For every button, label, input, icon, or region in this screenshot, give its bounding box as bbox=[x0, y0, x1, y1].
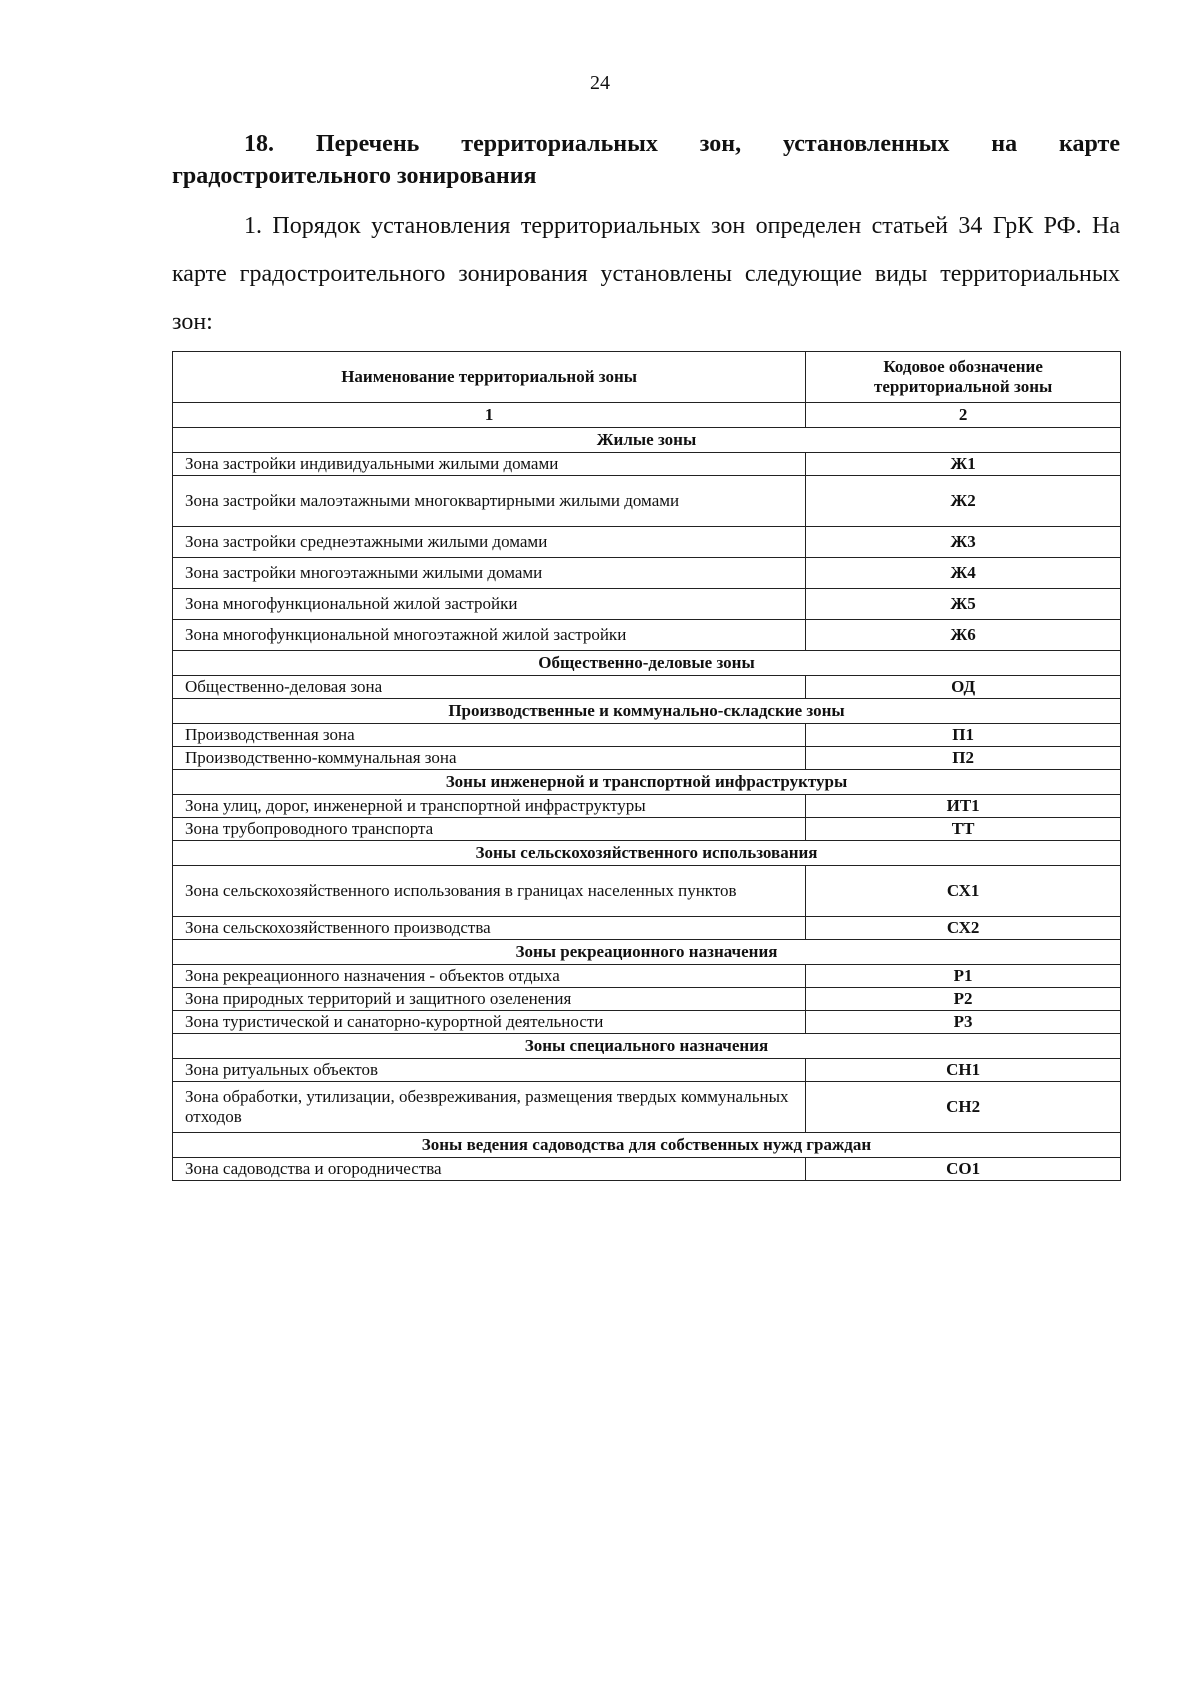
table-row bbox=[173, 1082, 1121, 1133]
group-title: Производственные и коммунально-складские зоны bbox=[173, 699, 1121, 724]
zone-name-cell: Зона сельскохозяйственного производства bbox=[173, 917, 806, 940]
zone-code-cell: СХ2 bbox=[806, 917, 1121, 940]
zone-code-cell: Р2 bbox=[806, 988, 1121, 1011]
group-title: Общественно-деловые зоны bbox=[173, 651, 1121, 676]
zone-name-cell: Зона застройки малоэтажными многоквартирными жилыми домами bbox=[173, 476, 806, 527]
table-group-row bbox=[173, 940, 1121, 965]
table-row bbox=[173, 917, 1121, 940]
zone-name-cell: Производственно-коммунальная зона bbox=[173, 747, 806, 770]
table-row bbox=[173, 558, 1121, 589]
zone-code-cell: Ж6 bbox=[806, 620, 1121, 651]
zone-name-cell: Зона садоводства и огородничества bbox=[173, 1158, 806, 1181]
zone-name-cell: Зона обработки, утилизации, обезвреживания, размещения твердых коммунальных отходов bbox=[173, 1082, 806, 1133]
table-row bbox=[173, 747, 1121, 770]
zone-name-cell: Зона ритуальных объектов bbox=[173, 1059, 806, 1082]
group-title: Зоны специального назначения bbox=[173, 1034, 1121, 1059]
zone-name-cell: Зона многофункциональной многоэтажной жилой застройки bbox=[173, 620, 806, 651]
table-row bbox=[173, 1011, 1121, 1034]
zone-code-cell: Ж2 bbox=[806, 476, 1121, 527]
zone-name-cell: Зона природных территорий и защитного озеленения bbox=[173, 988, 806, 1011]
zone-code-cell: Ж5 bbox=[806, 589, 1121, 620]
table-row bbox=[173, 988, 1121, 1011]
table-group-row bbox=[173, 428, 1121, 453]
zone-code-cell: Р3 bbox=[806, 1011, 1121, 1034]
zone-code-cell: ТТ bbox=[806, 818, 1121, 841]
table-row bbox=[173, 589, 1121, 620]
zone-name-cell: Зона застройки многоэтажными жилыми домами bbox=[173, 558, 806, 589]
table-row bbox=[173, 818, 1121, 841]
table-group-row bbox=[173, 1034, 1121, 1059]
table-row bbox=[173, 620, 1121, 651]
zone-name-cell: Общественно-деловая зона bbox=[173, 676, 806, 699]
column-number-row bbox=[173, 403, 1121, 428]
zone-name-cell: Зона рекреационного назначения - объектов отдыха bbox=[173, 965, 806, 988]
table-row bbox=[173, 1059, 1121, 1082]
zones-table bbox=[172, 351, 1121, 1181]
zone-code-cell: ИТ1 bbox=[806, 795, 1121, 818]
zone-name-cell: Зона многофункциональной жилой застройки bbox=[173, 589, 806, 620]
zone-code-cell: Ж1 bbox=[806, 453, 1121, 476]
group-title: Зоны сельскохозяйственного использования bbox=[173, 841, 1121, 866]
header-zone-code: Кодовое обозначение территориальной зоны bbox=[806, 352, 1121, 403]
group-title: Зоны рекреационного назначения bbox=[173, 940, 1121, 965]
zone-code-cell: П2 bbox=[806, 747, 1121, 770]
table-row bbox=[173, 866, 1121, 917]
zone-code-cell: СН2 bbox=[806, 1082, 1121, 1133]
table-group-row bbox=[173, 841, 1121, 866]
zone-name-cell: Зона туристической и санаторно-курортной деятельности bbox=[173, 1011, 806, 1034]
zone-code-cell: Ж4 bbox=[806, 558, 1121, 589]
group-title: Жилые зоны bbox=[173, 428, 1121, 453]
table-group-row bbox=[173, 1133, 1121, 1158]
zone-name-cell: Зона трубопроводного транспорта bbox=[173, 818, 806, 841]
zone-code-cell: СО1 bbox=[806, 1158, 1121, 1181]
zone-name-cell: Зона улиц, дорог, инженерной и транспортной инфраструктуры bbox=[173, 795, 806, 818]
zone-name-cell: Зона застройки индивидуальными жилыми домами bbox=[173, 453, 806, 476]
zones-table-body bbox=[173, 352, 1121, 1181]
zone-name-cell: Зона сельскохозяйственного использования в границах населенных пунктов bbox=[173, 866, 806, 917]
table-row bbox=[173, 724, 1121, 747]
table-row bbox=[173, 453, 1121, 476]
header-zone-name: Наименование территориальной зоны bbox=[173, 352, 806, 403]
table-group-row bbox=[173, 651, 1121, 676]
zone-code-cell: СХ1 bbox=[806, 866, 1121, 917]
table-row bbox=[173, 1158, 1121, 1181]
section-heading: 18. Перечень территориальных зон, установленных на карте градостроительного зонирования bbox=[172, 131, 1120, 189]
zone-code-cell: Ж3 bbox=[806, 527, 1121, 558]
zone-code-cell: Р1 bbox=[806, 965, 1121, 988]
intro-paragraph: 1. Порядок установления территориальных зон определен статьей 34 ГрК РФ. На карте градостроительного зонирования установлены следующие виды территориальных зон: bbox=[172, 213, 1120, 335]
zone-name-cell: Зона застройки среднеэтажными жилыми домами bbox=[173, 527, 806, 558]
table-row bbox=[173, 527, 1121, 558]
table-group-row bbox=[173, 699, 1121, 724]
column-number-2: 2 bbox=[806, 403, 1121, 428]
group-title: Зоны ведения садоводства для собственных нужд граждан bbox=[173, 1133, 1121, 1158]
zone-code-cell: СН1 bbox=[806, 1059, 1121, 1082]
column-number-1: 1 bbox=[173, 403, 806, 428]
zone-code-cell: ОД bbox=[806, 676, 1121, 699]
table-row bbox=[173, 676, 1121, 699]
table-group-row bbox=[173, 770, 1121, 795]
group-title: Зоны инженерной и транспортной инфраструктуры bbox=[173, 770, 1121, 795]
table-row bbox=[173, 476, 1121, 527]
table-row bbox=[173, 795, 1121, 818]
page-number: 24 bbox=[590, 72, 610, 94]
zone-name-cell: Производственная зона bbox=[173, 724, 806, 747]
table-row bbox=[173, 965, 1121, 988]
table-header-row bbox=[173, 352, 1121, 403]
zone-code-cell: П1 bbox=[806, 724, 1121, 747]
